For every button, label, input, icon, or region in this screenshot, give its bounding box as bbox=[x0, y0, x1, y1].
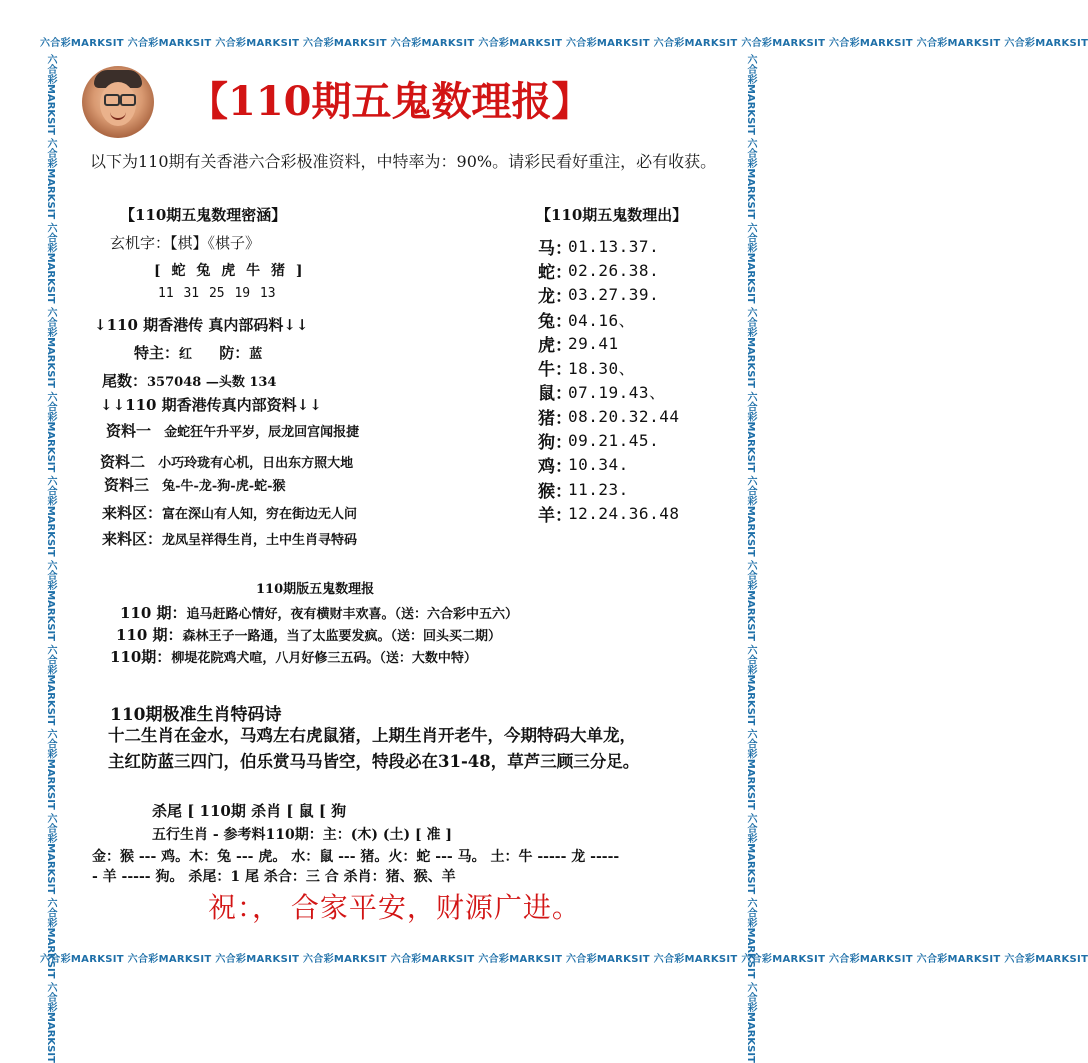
border-top-text: 六合彩MARKSIT 六合彩MARKSIT 六合彩MARKSIT 六合彩MARKSIT 六合彩MARKSIT 六合彩MARKSIT 六合彩MARKSIT 六合彩MARKSIT 六合彩MARKSIT 六合彩MARKSIT 六合彩MARKSIT 六合彩MARKSIT bbox=[40, 38, 1088, 49]
zodiac-pair: 鸡： 10.34. bbox=[538, 455, 629, 478]
border-left-text: 六合彩MARKSIT 六合彩MARKSIT 六合彩MARKSIT 六合彩MARKSIT 六合彩MARKSIT 六合彩MARKSIT 六合彩MARKSIT 六合彩MARKSIT 六合彩MARKSIT 六合彩MARKSIT 六合彩MARKSIT 六合彩MARKSIT bbox=[45, 54, 56, 1063]
middle-line: 110 期：追马赶路心情好，夜有横财丰欢喜。（送：六合彩中五六） bbox=[120, 604, 519, 622]
xuanji-label: 玄机字： bbox=[110, 234, 171, 252]
zodiac-bracket: [ 蛇 兔 虎 牛 猪 ] bbox=[154, 263, 306, 279]
laiqu-text: 富在深山有人知，穷在街边无人问 bbox=[162, 507, 358, 522]
tezhu-row bbox=[134, 342, 262, 363]
ziliao-label: 资料一 bbox=[106, 422, 152, 440]
right-heading: 【110期五鬼数理出】 bbox=[536, 206, 688, 224]
ziliao-label: 资料二 bbox=[100, 453, 146, 471]
poem-heading: 110期极准生肖特码诗 bbox=[110, 705, 282, 725]
laiqu-label: 来料区： bbox=[102, 530, 163, 548]
hk-heading-2: ↓↓110 期香港传真内部资料↓↓ bbox=[100, 396, 322, 414]
zodiac-pair: 狗： 09.21.45. bbox=[538, 431, 660, 454]
tezhu-value: 红 bbox=[179, 347, 193, 362]
zodiac-pair: 猪： 08.20.32.44 bbox=[538, 406, 680, 429]
page-title: 【110期五鬼数理报】 bbox=[188, 78, 592, 125]
zodiac-pair: 蛇： 02.26.38. bbox=[538, 260, 660, 283]
middle-line: 110 期：森林王子一路通，当了太监要发疯。（送：回头买二期） bbox=[116, 626, 502, 644]
middle-line: 110期：柳堤花院鸡犬喧，八月好修三五码。（送：大数中特） bbox=[110, 648, 477, 666]
zodiac-numbers: 11 31 25 19 13 bbox=[158, 286, 276, 301]
fang-label: 防： bbox=[219, 344, 250, 362]
zodiac-pair: 龙： 03.27.39. bbox=[538, 285, 660, 308]
middle-heading: 110期版五鬼数理报 bbox=[256, 582, 375, 597]
weishu-value: 357048 —头数 134 bbox=[147, 375, 277, 390]
laiqu-row bbox=[102, 502, 357, 523]
blessing-text: 祝：， 合家平安，财源广进。 bbox=[208, 891, 581, 924]
zodiac-number-list bbox=[538, 234, 679, 526]
ziliao-text: 小巧玲珑有心机，日出东方照大地 bbox=[158, 456, 354, 471]
zodiac-pair: 牛： 18.30、 bbox=[538, 359, 636, 381]
zodiac-pair: 马： 01.13.37. bbox=[538, 236, 660, 259]
intro-text: 以下为110期有关香港六合彩极准资料，中特率为：90%。请彩民看好重注，必有收获。 bbox=[90, 152, 717, 171]
author-avatar bbox=[82, 66, 154, 138]
ziliao-row bbox=[100, 451, 353, 472]
border-bottom-text: 六合彩MARKSIT 六合彩MARKSIT 六合彩MARKSIT 六合彩MARKSIT 六合彩MARKSIT 六合彩MARKSIT 六合彩MARKSIT 六合彩MARKSIT 六合彩MARKSIT 六合彩MARKSIT 六合彩MARKSIT 六合彩MARKSIT bbox=[40, 954, 1088, 965]
zodiac-pair: 猴： 11.23. bbox=[538, 479, 629, 502]
fang-value: 蓝 bbox=[249, 347, 263, 362]
weishu-row bbox=[102, 370, 276, 391]
wuxing-detail: 金：猴 --- 鸡。木：兔 --- 虎。 水：鼠 --- 猪。火：蛇 --- 马。 土：牛 ----- 龙 ----- bbox=[92, 849, 620, 865]
weishu-label: 尾数： bbox=[102, 372, 148, 390]
left-heading: 【110期五鬼数理密涵】 bbox=[120, 206, 287, 224]
poem-line: 主红防蓝三四门，伯乐赏马马皆空，特段必在31-48，草芦三顾三分足。 bbox=[108, 752, 640, 771]
ziliao-row bbox=[106, 420, 359, 441]
sha-line: - 羊 ----- 狗。 杀尾：1 尾 杀合：三 合 杀肖：猪、猴、羊 bbox=[92, 869, 456, 885]
ziliao-row bbox=[104, 474, 285, 495]
zodiac-pair: 羊： 12.24.36.48 bbox=[538, 503, 680, 526]
xuanji-value: 【棋】《棋子》 bbox=[170, 234, 261, 252]
zodiac-pair: 鼠： 07.19.43、 bbox=[538, 383, 666, 405]
zodiac-pair: 兔： 04.16、 bbox=[538, 310, 636, 332]
zodiac-pair: 虎： 29.41 bbox=[538, 333, 619, 356]
laiqu-text: 龙凤呈祥得生肖，土中生肖寻特码 bbox=[162, 533, 358, 548]
border-right-text: 六合彩MARKSIT 六合彩MARKSIT 六合彩MARKSIT 六合彩MARKSIT 六合彩MARKSIT 六合彩MARKSIT 六合彩MARKSIT 六合彩MARKSIT 六合彩MARKSIT 六合彩MARKSIT 六合彩MARKSIT 六合彩MARKSIT bbox=[745, 54, 756, 1063]
hk-heading-1: ↓110 期香港传 真内部码料↓↓ bbox=[94, 316, 309, 334]
ziliao-text: 兔-牛-龙-狗-虎-蛇-猴 bbox=[162, 479, 286, 494]
wuxing-line: 五行生肖 - 参考料110期：主：(木) (土) [ 准 ] bbox=[152, 827, 453, 843]
tezhu-label: 特主： bbox=[134, 344, 180, 362]
ziliao-text: 金蛇狂午升平岁，辰龙回宫闻报捷 bbox=[164, 425, 360, 440]
laiqu-row bbox=[102, 528, 357, 549]
ziliao-label: 资料三 bbox=[104, 476, 150, 494]
poem-line: 十二生肖在金水，马鸡左右虎鼠猪，上期生肖开老牛，今期特码大单龙， bbox=[108, 726, 636, 745]
shawei-line: 杀尾 [ 110期 杀肖 [ 鼠 [ 狗 bbox=[152, 802, 347, 820]
laiqu-label: 来料区： bbox=[102, 504, 163, 522]
xuanji-row bbox=[110, 232, 260, 253]
